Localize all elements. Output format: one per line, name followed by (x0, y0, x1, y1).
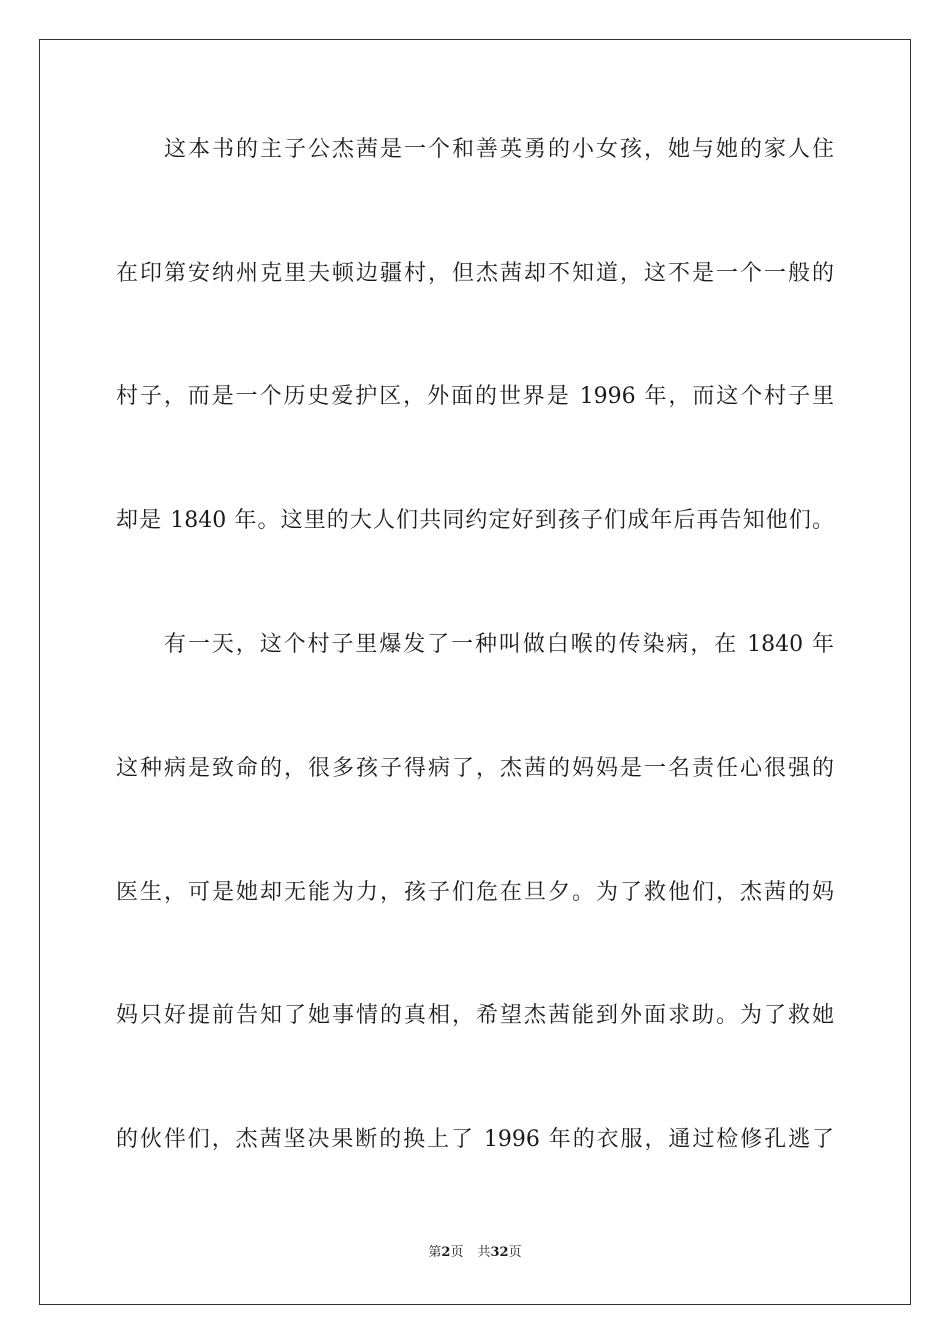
total-page-count: 32 (490, 1245, 509, 1260)
total-suffix: 页 (508, 1245, 522, 1260)
text-line: 医生，可是她却无能为力，孩子们危在旦夕。为了救他们，杰茜的妈 (116, 880, 834, 905)
page-prefix: 第 (428, 1245, 442, 1260)
text-line: 的伙伴们，杰茜坚决果断的换上了 1996 年的衣服，通过检修孔逃了 (116, 1127, 834, 1152)
current-page-number: 2 (441, 1245, 451, 1260)
text-line: 有一天，这个村子里爆发了一种叫做白喉的传染病，在 1840 年 (164, 632, 834, 657)
page-suffix: 页 (450, 1245, 464, 1260)
text-line: 妈只好提前告知了她事情的真相，希望杰茜能到外面求助。为了救她 (116, 1003, 834, 1028)
total-prefix: 共 (477, 1245, 491, 1260)
text-line: 这种病是致命的，很多孩子得病了，杰茜的妈妈是一名责任心很强的 (116, 756, 834, 781)
text-line: 村子，而是一个历史爱护区，外面的世界是 1996 年，而这个村子里 (116, 384, 834, 409)
text-line: 在印第安纳州克里夫顿边疆村，但杰茜却不知道，这不是一个一般的 (116, 261, 834, 286)
page-frame (39, 39, 911, 1305)
text-line: 却是 1840 年。这里的大人们共同约定好到孩子们成年后再告知他们。 (116, 508, 834, 533)
page-footer (0, 1245, 950, 1261)
text-line: 这本书的主子公杰茜是一个和善英勇的小女孩，她与她的家人住 (164, 137, 834, 162)
